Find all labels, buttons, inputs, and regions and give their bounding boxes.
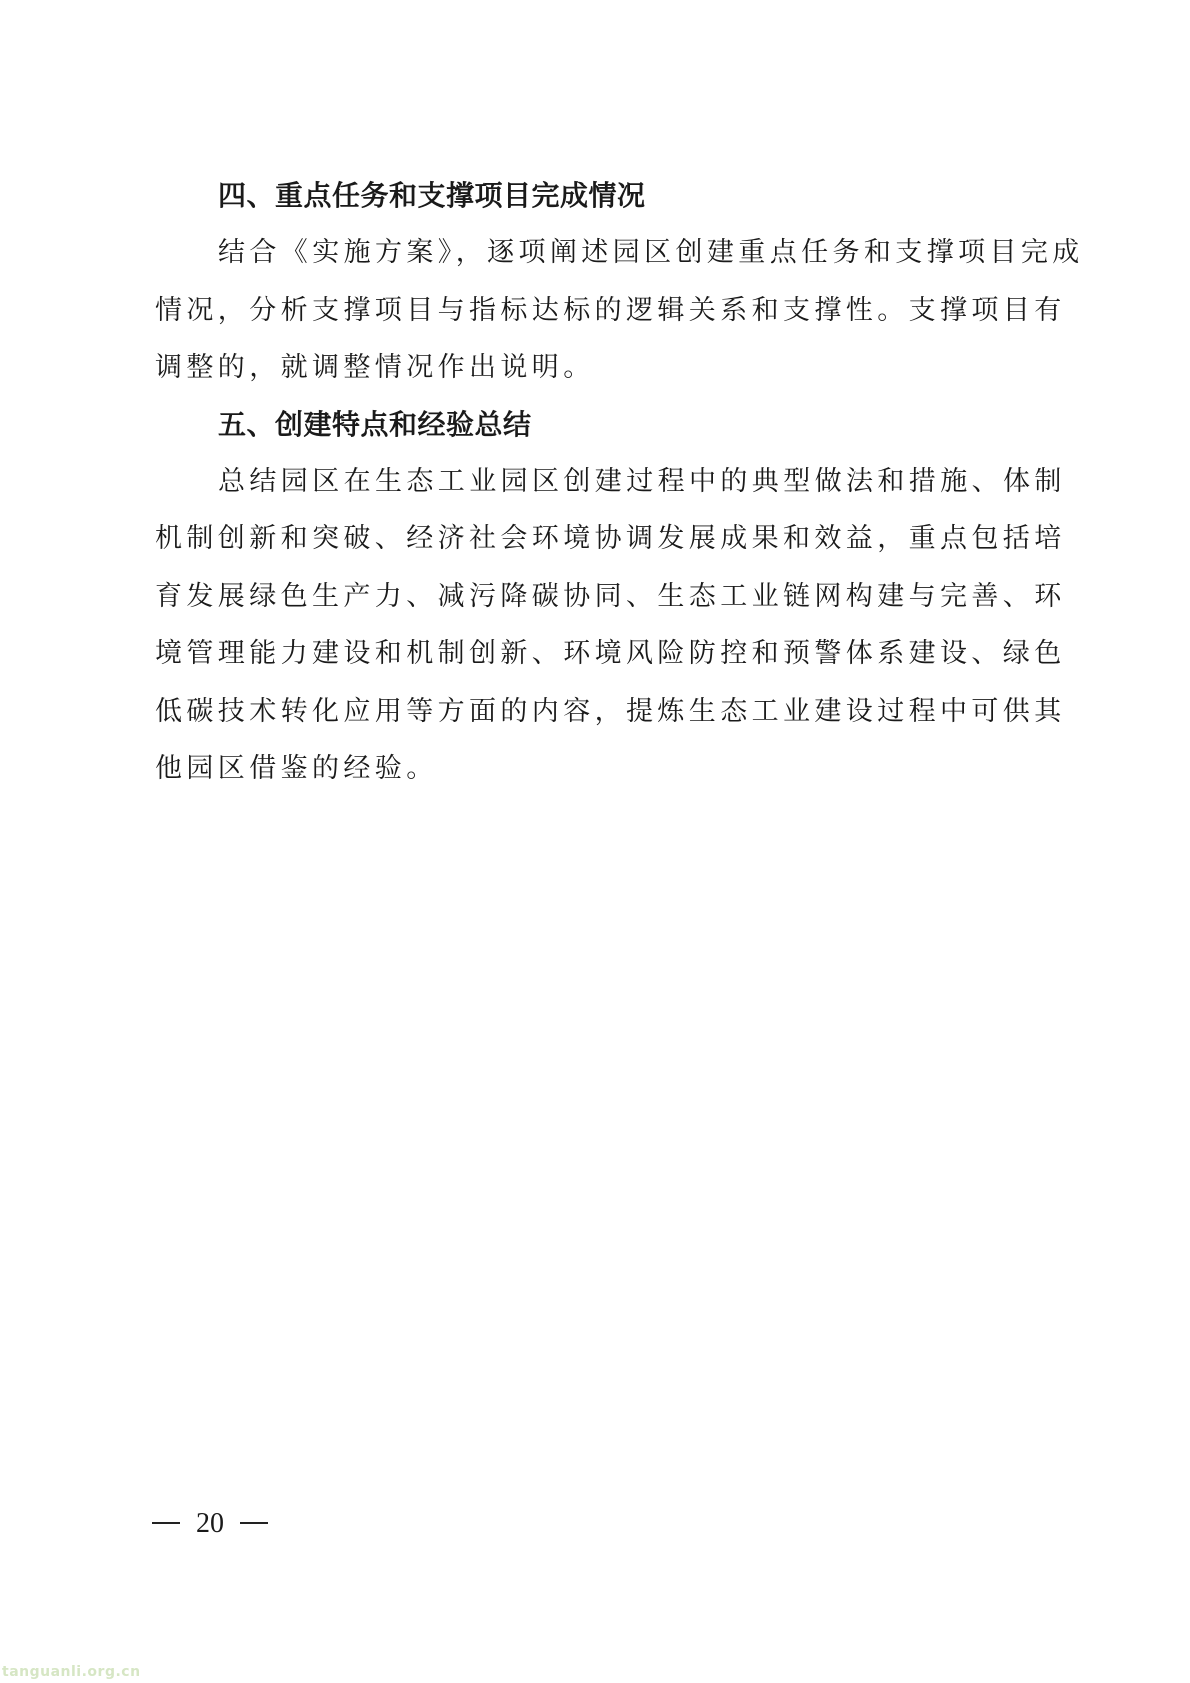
paragraph-line: 他园区借鉴的经验。: [155, 753, 438, 784]
section-heading: 五、创建特点和经验总结: [218, 407, 532, 441]
section-5: [155, 397, 1066, 798]
section-heading: 四、重点任务和支撑项目完成情况: [218, 179, 646, 212]
dash-right: [240, 1522, 268, 1524]
paragraph-line: 结合《实施方案》，逐项阐述园区创建重点任务和支撑项目完成: [218, 237, 1084, 268]
paragraph-line: 机制创新和突破、经济社会环境协调发展成果和效益，重点包括培: [155, 523, 1066, 554]
section-paragraph: [155, 224, 1084, 397]
paragraph-line: 境管理能力建设和机制创新、环境风险防控和预警体系建设、绿色: [155, 638, 1066, 669]
paragraph-line: 低碳技术转化应用等方面的内容，提炼生态工业建设过程中可供其: [155, 695, 1066, 727]
page-number: [152, 1508, 268, 1540]
document-page: [155, 168, 1084, 798]
watermark: tanguanli.org.cn: [2, 1664, 141, 1680]
section-4: [155, 168, 1084, 397]
paragraph-line: 育发展绿色生产力、减污降碳协同、生态工业链网构建与完善、环: [155, 580, 1066, 612]
paragraph-line: 情况，分析支撑项目与指标达标的逻辑关系和支撑性。支撑项目有: [155, 294, 1066, 326]
paragraph-line: 总结园区在生态工业园区创建过程中的典型做法和措施、体制: [218, 465, 1066, 497]
section-paragraph: [155, 453, 1066, 798]
dash-left: [152, 1522, 180, 1524]
paragraph-line: 调整的，就调整情况作出说明。: [155, 352, 595, 383]
page-number-value: 20: [196, 1508, 224, 1539]
